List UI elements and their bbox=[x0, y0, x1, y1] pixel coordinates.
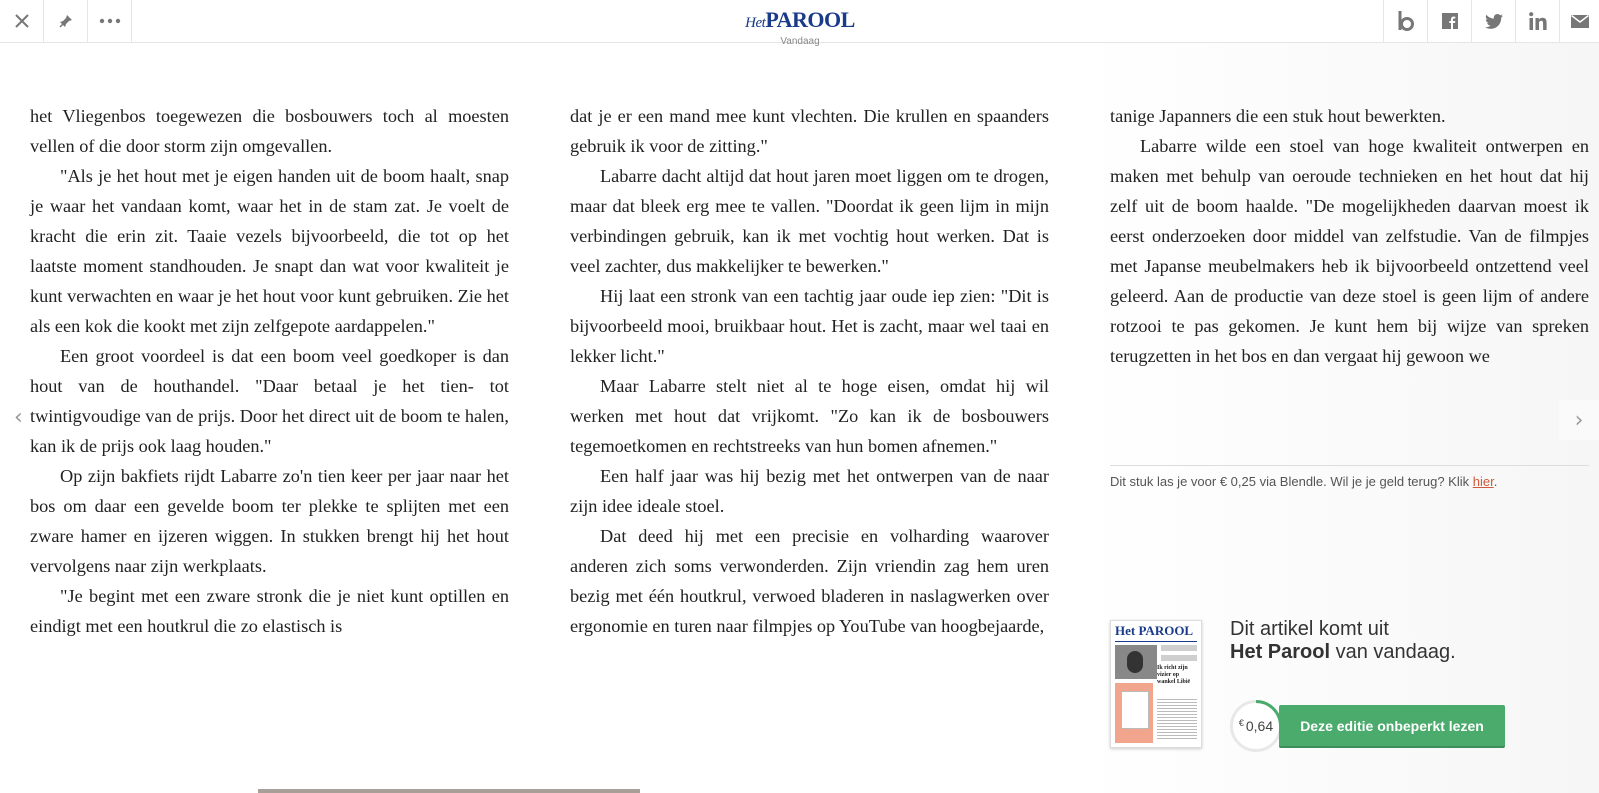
chevron-right-icon: › bbox=[1574, 407, 1584, 433]
mail-icon bbox=[1571, 15, 1589, 28]
blendle-share-button[interactable] bbox=[1383, 0, 1427, 42]
twitter-share-button[interactable] bbox=[1471, 0, 1515, 42]
pin-button[interactable] bbox=[44, 0, 88, 42]
promo-title bbox=[1230, 618, 1456, 664]
close-icon bbox=[14, 13, 30, 29]
promo-publication-name: Het Parool bbox=[1230, 641, 1331, 663]
article-paragraph: "Als je het hout met je eigen handen uit de boom haalt, snap je waar het vandaan komt, waar het in de stam zat. Je voelt de kracht die erin zit. Taaie vezels bijvoorbeeld, die tot op het laatste moment standhouden. Je snapt dan wat voor kwaliteit je kunt verwachten en waar je het hout voor kunt gebruiken. Zie het als een kok die kookt met zijn zelfgepote aardappelen." bbox=[30, 166, 509, 336]
promo-line-2 bbox=[1230, 641, 1456, 664]
linkedin-icon bbox=[1529, 12, 1547, 30]
refund-note bbox=[1110, 474, 1497, 489]
cover-rule bbox=[1115, 641, 1197, 642]
cover-red-block bbox=[1115, 683, 1153, 743]
blendle-icon bbox=[1397, 10, 1415, 32]
logo-het: Het bbox=[745, 15, 766, 31]
edition-label: Vandaag bbox=[780, 36, 820, 47]
article-paragraph: Op zijn bakfiets rijdt Labarre zo'n tien keer per jaar naar het bos om daar een gevelde boom ter plekke te splijten met een zware hamer en ijzeren wiggen. In stukken brengt hij het hout vervolgens naar zijn werkplaats. bbox=[30, 466, 509, 576]
refund-link[interactable]: hier bbox=[1472, 474, 1494, 489]
article-paragraph: Hij laat een stronk van een tachtig jaar oude iep zien: "Dit is bijvoorbeeld mooi, bruikbaar hout. Het is zacht, maar wel taai en lekker licht." bbox=[570, 286, 1049, 366]
article-paragraph: tanige Japanners die een stuk hout bewerkten. bbox=[1110, 106, 1446, 126]
chevron-left-icon: ‹ bbox=[14, 405, 23, 430]
twitter-icon bbox=[1485, 14, 1503, 29]
promo-line-1: Dit artikel komt uit bbox=[1230, 618, 1389, 640]
article-paragraph: Labarre wilde een stoel van hoge kwaliteit ontwerpen en maken met behulp van oeroude technieken en het hout dat hij zelf uit de boom haalde. "De mogelijkheden daarvan moest ik eerst onderzoeken door middel van zelfstudie. Van de filmpjes met Japanse meubelmakers heb ik bijvoorbeeld ontzettend veel geleerd. Aan de productie van deze stoel is geen lijm of andere rotzooi te pas gekomen. Je kunt hem bij wijze van spreken terugzetten in het bos en dan vergaat hij gewoon we bbox=[1110, 136, 1589, 366]
article-column-3 bbox=[1110, 101, 1589, 371]
read-edition-button[interactable]: Deze editie onbeperkt lezen bbox=[1279, 705, 1505, 748]
article-paragraph: Maar Labarre stelt niet al te hoge eisen, omdat hij wil werken met hout dat vrijkomt. "Zo kan ik de bosbouwers tegemoetkomen en rechtstreeks van hun bomen afnemen." bbox=[570, 376, 1049, 456]
logo-parool: PAROOL bbox=[765, 7, 855, 32]
article-paragraph: Een half jaar was hij bezig met het ontwerpen van de naar zijn idee ideale stoel. bbox=[570, 466, 1049, 516]
mail-share-button[interactable] bbox=[1559, 0, 1599, 42]
edition-price: 0,64 bbox=[1245, 718, 1274, 734]
top-toolbar bbox=[0, 0, 1599, 47]
cover-logo: Het PAROOL bbox=[1115, 623, 1194, 638]
horizontal-scrollbar[interactable] bbox=[258, 789, 640, 793]
linkedin-share-button[interactable] bbox=[1515, 0, 1559, 42]
next-page-button[interactable] bbox=[1559, 400, 1599, 440]
price-progress-arc bbox=[1230, 700, 1282, 752]
pin-icon bbox=[59, 14, 73, 28]
currency-symbol: € bbox=[1238, 718, 1244, 728]
article-paragraph: Labarre dacht altijd dat hout jaren moet liggen om te drogen, maar dat bleek erg mee te vallen. "Doordat ik geen lijm in mijn verbindingen gebruik, kan ik met vochtig hout werken. Dat is veel zachter, dus makkelijker te bewerken." bbox=[570, 166, 1049, 276]
newspaper-cover-thumbnail[interactable] bbox=[1110, 620, 1202, 748]
cover-headline: Ik richt zijn vizier op wankel Libië bbox=[1157, 665, 1191, 685]
refund-note-end: . bbox=[1493, 474, 1498, 489]
more-button[interactable] bbox=[88, 0, 132, 42]
article-paragraph: Een groot voordeel is dat een boom veel goedkoper is dan hout van de houthandel. "Daar betaal je het tien- tot twintigvoudige van de prijs. Door het direct uit de boom te halen, kan ik de prijs ook laag houden." bbox=[30, 346, 509, 456]
facebook-icon bbox=[1442, 13, 1458, 29]
divider bbox=[1110, 465, 1589, 466]
more-icon bbox=[99, 18, 121, 24]
promo-line-2-rest: van vandaag. bbox=[1330, 641, 1456, 663]
close-button[interactable] bbox=[0, 0, 44, 42]
publication-logo bbox=[740, 7, 860, 33]
article-paragraph: het Vliegenbos toegewezen die bosbouwers toch al moesten vellen of die door storm zijn omgevallen. bbox=[30, 106, 509, 156]
article-column-2 bbox=[570, 101, 1049, 641]
refund-note-text: Dit stuk las je voor € 0,25 via Blendle. Wil je je geld terug? Klik bbox=[1110, 474, 1473, 489]
article-paragraph: "Je begint met een zware stronk die je niet kunt optillen en eindigt met een houtkrul die zo elastisch is bbox=[30, 586, 509, 636]
article-column-1 bbox=[30, 101, 509, 641]
article-paragraph: Dat deed hij met een precisie en volharding waarover anderen zich soms verwonderden. Zijn vriendin zag hem uren bezig met één houtkrul, verwoed bladeren in naslagwerken over ergonomie en turen naar filmpjes op YouTube van hoogbejaarde, bbox=[570, 526, 1049, 636]
article-paragraph: dat je er een mand mee kunt vlechten. Die krullen en spaanders gebruik ik voor de zitting." bbox=[570, 106, 1049, 156]
cover-photo bbox=[1115, 645, 1157, 679]
facebook-share-button[interactable] bbox=[1427, 0, 1471, 42]
previous-page-button[interactable] bbox=[14, 405, 23, 430]
